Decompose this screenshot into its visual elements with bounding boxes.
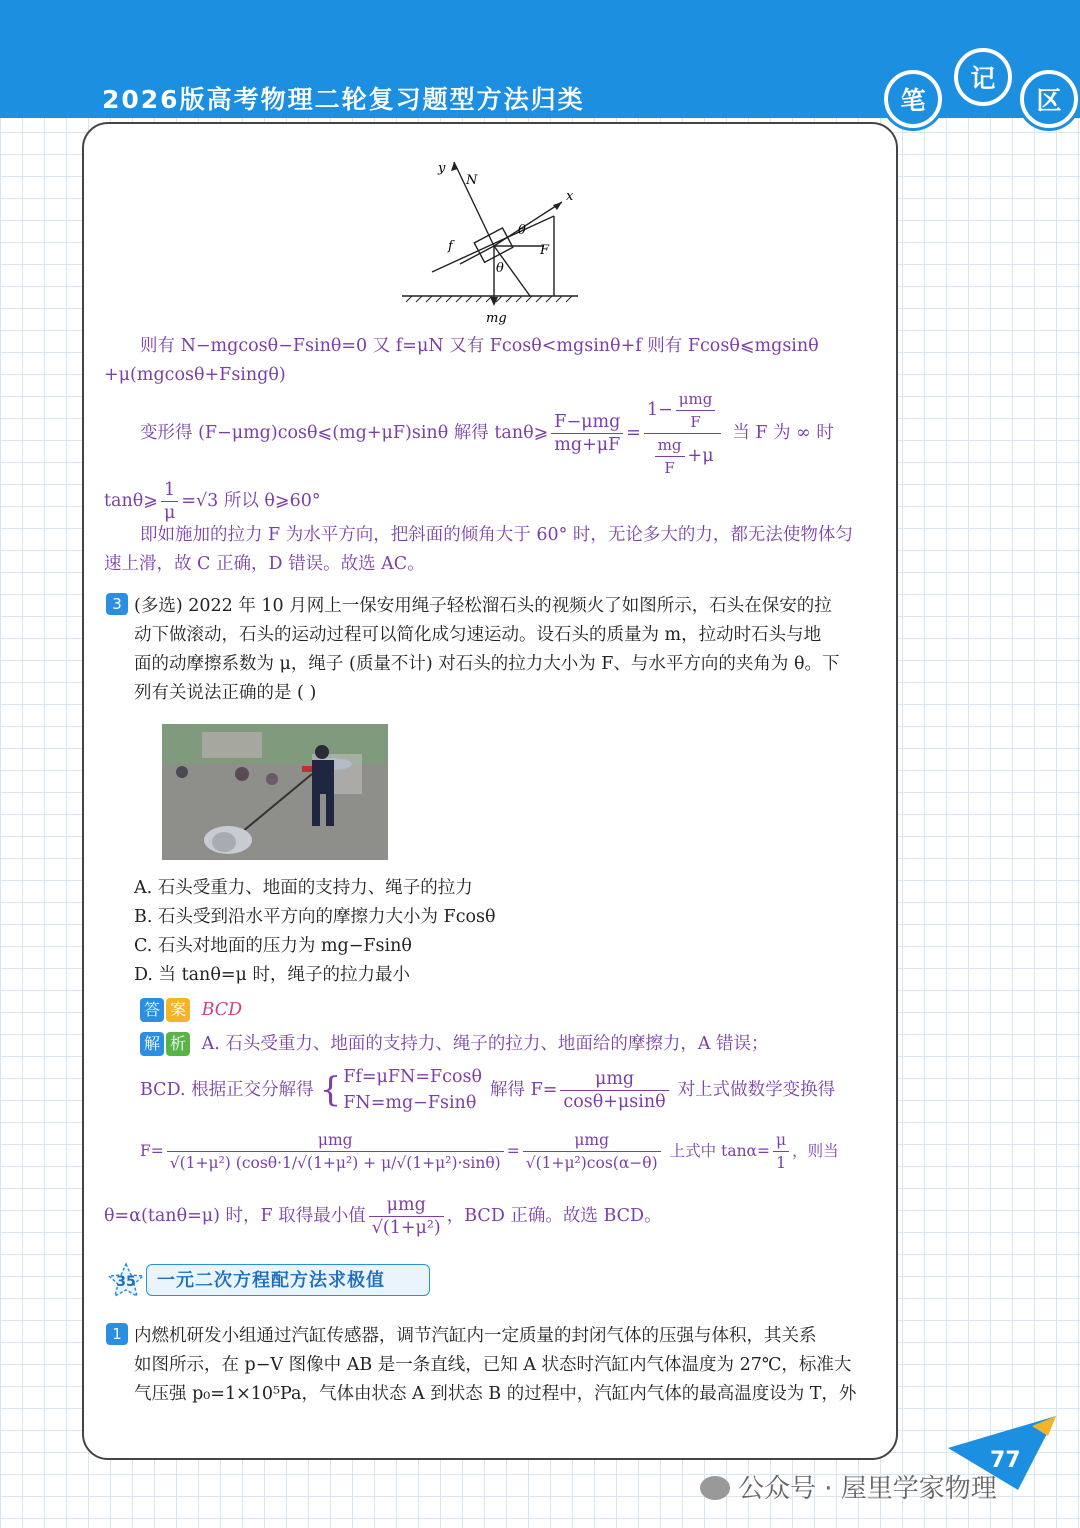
label-F: F (540, 243, 550, 258)
q3-option-b: B. 石头受到沿水平方向的摩擦力大小为 Fcosθ (134, 907, 496, 927)
q1-line-2: 如图所示，在 p−V 图像中 AB 是一条直线，已知 A 状态时汽缸内气体温度为 27℃，标准大 (134, 1355, 852, 1375)
analysis-badge-2: 析 (166, 1032, 190, 1056)
q3-analysis-3: F= $\frac{\text{μmg}}{\text{√(1+μ²) (cosθ·1/√(1+μ²) + μ/√(1+μ²)·sinθ)}}$ = $\frac{\text{μmg}}{\text{√(1+μ²)cos(α−θ)}}$ 上式中 tanα= $\frac{\mu}{1}$ ，则当 (140, 1130, 839, 1172)
answer-value: BCD (201, 1000, 243, 1020)
note-circle-2: 记 (954, 48, 1012, 106)
q3-analysis-1: 解 析 A. 石头受重力、地面的支持力、绳子的拉力、地面给的摩擦力，A 错误； (140, 1030, 769, 1059)
section-number: 35 (116, 1274, 136, 1290)
q3-option-d: D. 当 tanθ=μ 时，绳子的拉力最小 (134, 965, 410, 985)
q3-answer (140, 996, 242, 1025)
label-N: N (466, 173, 478, 188)
solution-line-2: +μ(mgcosθ+Fsingθ) (104, 365, 286, 385)
section-star-icon (104, 1260, 150, 1300)
q3-option-c: C. 石头对地面的压力为 mg−Fsinθ (134, 936, 412, 956)
page-number: 77 (990, 1448, 1021, 1473)
answer-badge-2: 案 (166, 998, 190, 1022)
q3-line-4: 列有关说法正确的是 ( ) (134, 683, 317, 703)
label-x: x (566, 189, 574, 204)
q3-analysis-2: BCD. 根据正交分解得 { Ff=μFN=Fcosθ FN=mg−Fsinθ 解得 F= $\frac{\text{μmg}}{\cos\theta+\mu\sin\theta}$ 对上式做数学变换得 (140, 1067, 836, 1113)
solution-line-3: 变形得 (F−μmg)cosθ⩽(mg+μF)sinθ 解得 tanθ⩾ $\frac{\text{F−μmg}}{mg+\mu F}$ = 1− $\frac{\text{μmg}}{F}$ $\frac{mg}{F}$ +μ 当 F 为 ∞ 时 (140, 389, 834, 477)
solution-line-6: 速上滑，故 C 正确，D 错误。故选 AC。 (104, 554, 425, 574)
note-circle-1: 笔 (884, 70, 942, 128)
q3-analysis-4: θ=α(tanθ=μ) 时，F 取得最小值 $\frac{\text{μmg}}{\text{√(1+μ²)}}$ ，BCD 正确。故选 BCD。 (104, 1194, 662, 1238)
label-f: f (448, 239, 453, 254)
q3-option-a: A. 石头受重力、地面的支持力、绳子的拉力 (134, 878, 473, 898)
label-mg: mg (486, 311, 507, 326)
q1-number: 1 (106, 1323, 128, 1345)
note-circle-3: 区 (1020, 70, 1078, 128)
q3-line-3: 面的动摩擦系数为 μ，绳子 (质量不计) 对石头的拉力大小为 F、与水平方向的夹角为 θ。下 (134, 654, 840, 674)
q1-line-1: 1 内燃机研发小组通过汽缸传感器，调节汽缸内一定质量的封闭气体的压强与体积，其关系 (106, 1322, 817, 1351)
content-card (82, 122, 898, 1460)
book-title: 2026版高考物理二轮复习题型方法归类 (102, 85, 585, 114)
solution-line-5: 即如施加的拉力 F 为水平方向，把斜面的倾角大于 60° 时，无论多大的力，都无法使物体匀 (140, 525, 853, 545)
section-title: 一元二次方程配方法求极值 (146, 1264, 430, 1296)
answer-badge-1: 答 (140, 998, 164, 1022)
watermark: 公众号 · 屋里学家物理 (700, 1468, 997, 1505)
solution-line-1: 则有 N−mgcosθ−Fsinθ=0 又 f=μN 又有 Fcosθ<mgsinθ+f 则有 Fcosθ⩽mgsinθ (140, 336, 819, 356)
q3-line-2: 动下做滚动，石头的运动过程可以简化成匀速运动。设石头的质量为 m，拉动时石头与地 (134, 625, 822, 645)
q3-photo (162, 724, 388, 860)
q3-line-1: 3 (多选) 2022 年 10 月网上一保安用绳子轻松溜石头的视频火了如图所示，石头在保安的拉 (106, 592, 832, 621)
label-theta-top: θ (518, 223, 526, 238)
label-theta-bottom: θ (496, 261, 504, 276)
force-diagram (394, 154, 584, 334)
q3-number: 3 (106, 593, 128, 615)
q1-line-3: 气压强 p₀=1×10⁵Pa，气体由状态 A 到状态 B 的过程中，汽缸内气体的最高温度设为 T，外 (134, 1384, 857, 1404)
wechat-icon (700, 1476, 730, 1500)
solution-line-4: tanθ⩾ $\frac{1}{\mu}$ =√3 所以 θ⩾60° (104, 479, 321, 523)
analysis-badge-1: 解 (140, 1032, 164, 1056)
section-heading (104, 1260, 434, 1300)
label-y: y (438, 161, 446, 176)
